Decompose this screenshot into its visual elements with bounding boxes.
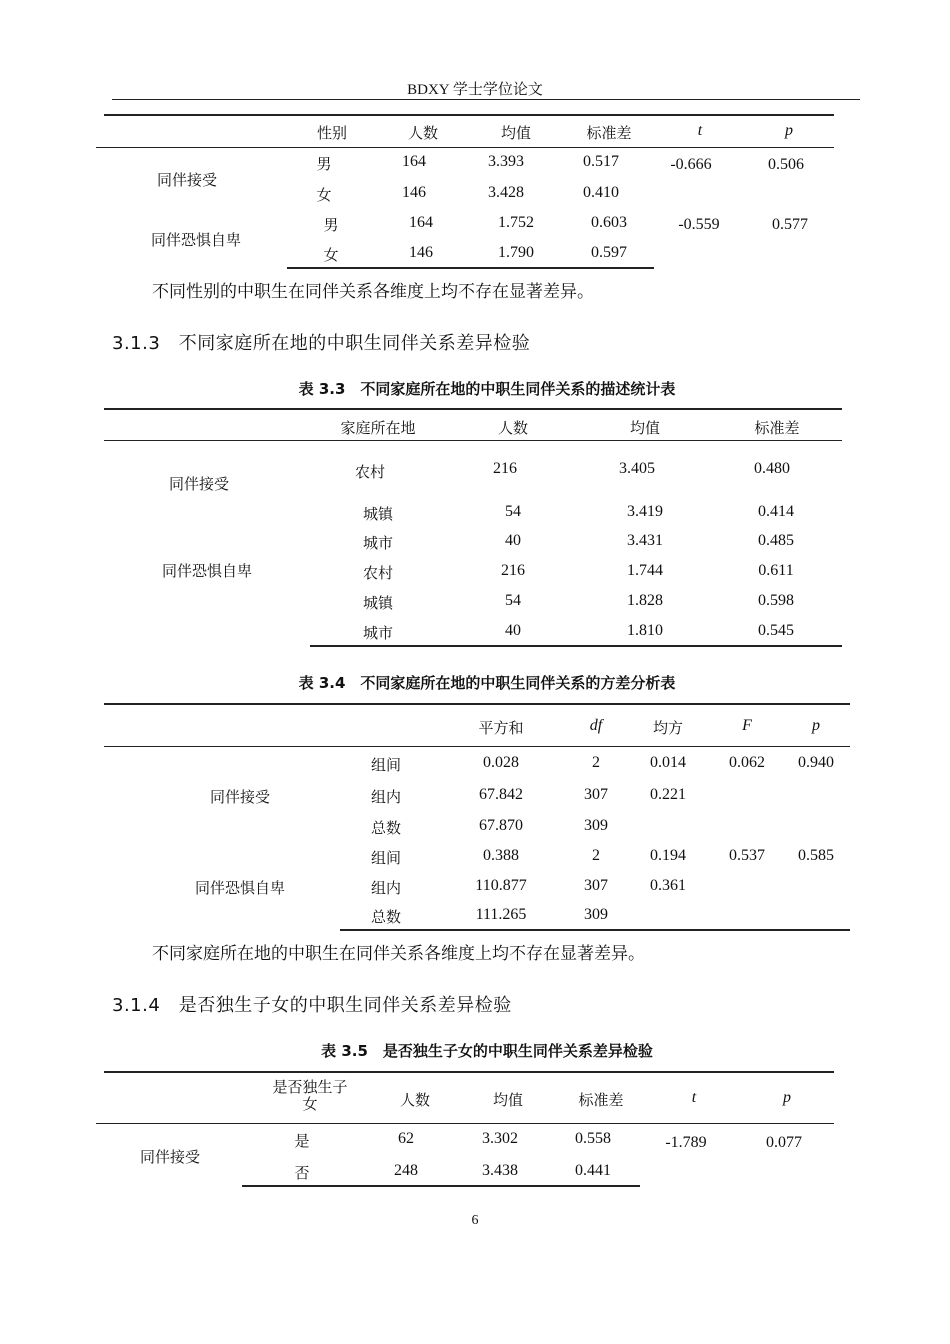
table-cell: 2 xyxy=(592,847,600,864)
table-cell: 0.361 xyxy=(650,877,686,894)
col-header: p xyxy=(783,1089,791,1106)
col-header: 平方和 xyxy=(478,719,524,737)
table-cell: 城市 xyxy=(362,534,394,552)
table-cell: 1.828 xyxy=(627,592,663,609)
table-cell: 1.752 xyxy=(498,214,534,231)
table-cell: 0.585 xyxy=(798,847,834,864)
table-cell: 67.870 xyxy=(479,817,523,834)
table-caption: 表 3.4 不同家庭所在地的中职生同伴关系的方差分析表 xyxy=(298,674,676,692)
table-cell: 3.393 xyxy=(488,153,524,170)
table-cell: 0.414 xyxy=(758,503,794,520)
table-caption: 表 3.5 是否独生子女的中职生同伴关系差异检验 xyxy=(321,1042,653,1060)
table-cell: 0.077 xyxy=(766,1134,802,1151)
col-header: 家庭所在地 xyxy=(340,419,416,437)
col-header: t xyxy=(697,122,703,139)
table-cell: 3.438 xyxy=(482,1162,518,1179)
table-cell: 3.419 xyxy=(627,503,663,520)
header-rule xyxy=(112,99,860,100)
table-cell: 农村 xyxy=(362,564,394,582)
table-cell: 309 xyxy=(584,906,608,923)
table-cell: 0.062 xyxy=(729,754,765,771)
table-cell: 0.410 xyxy=(583,184,619,201)
table-cell: 0.597 xyxy=(591,244,627,261)
table-cell: 54 xyxy=(505,592,521,609)
table-cell: 146 xyxy=(402,184,426,201)
col-header: p xyxy=(812,717,820,734)
row-label: 同伴恐惧自卑 xyxy=(161,562,253,580)
col-header: t xyxy=(691,1089,697,1106)
table-cell: 0.485 xyxy=(758,532,794,549)
table-cell: 总数 xyxy=(370,908,402,926)
table-cell: 0.517 xyxy=(583,153,619,170)
col-header: 标准差 xyxy=(578,1091,624,1109)
table-cell: 111.265 xyxy=(475,906,527,923)
table-cell: 城镇 xyxy=(362,594,394,612)
row-label: 同伴接受 xyxy=(139,1148,201,1166)
table-top-rule xyxy=(104,408,842,410)
col-header: 均值 xyxy=(500,124,532,142)
table-cell: 1.744 xyxy=(627,562,663,579)
table-cell: 组内 xyxy=(370,788,402,806)
table-cell: 0.577 xyxy=(772,216,808,233)
table-cell: 3.431 xyxy=(627,532,663,549)
col-header: df xyxy=(589,717,603,734)
table-cell: 0.194 xyxy=(650,847,686,864)
table-cell: 216 xyxy=(501,562,525,579)
table-cell: 216 xyxy=(493,460,517,477)
table-top-rule xyxy=(104,703,850,705)
table-cell: 0.221 xyxy=(650,786,686,803)
table-header-rule xyxy=(104,440,842,441)
table-cell: 女 xyxy=(316,186,332,204)
section-heading: 3.1.4 是否独生子女的中职生同伴关系差异检验 xyxy=(112,995,512,1016)
page-number: 6 xyxy=(471,1213,479,1228)
table-caption: 表 3.3 不同家庭所在地的中职生同伴关系的描述统计表 xyxy=(298,380,676,398)
table-cell: 0.940 xyxy=(798,754,834,771)
table-bottom-rule xyxy=(310,645,842,647)
table-cell: 女 xyxy=(323,246,339,264)
col-header: 均方 xyxy=(652,719,684,737)
col-header: 标准差 xyxy=(754,419,800,437)
table-cell: 309 xyxy=(584,817,608,834)
table-cell: 组内 xyxy=(370,879,402,897)
table-cell: 2 xyxy=(592,754,600,771)
col-header: 均值 xyxy=(629,419,661,437)
table-cell: 男 xyxy=(323,216,339,234)
col-header: 人数 xyxy=(407,124,439,142)
table-cell: 0.537 xyxy=(729,847,765,864)
col-header: 人数 xyxy=(497,419,529,437)
table-cell: 是 xyxy=(294,1132,310,1150)
table-cell: 40 xyxy=(505,622,521,639)
running-header: BDXY 学士学位论文 xyxy=(407,82,543,98)
table-cell: 0.545 xyxy=(758,622,794,639)
table-cell: 0.388 xyxy=(483,847,519,864)
col-header xyxy=(272,1079,347,1113)
row-label: 同伴恐惧自卑 xyxy=(150,231,242,249)
table-cell: 城镇 xyxy=(362,505,394,523)
table-cell: 0.558 xyxy=(575,1130,611,1147)
table-bottom-rule xyxy=(340,929,850,931)
table-header-rule xyxy=(96,1123,834,1124)
conclusion-text: 不同家庭所在地的中职生在同伴关系各维度上均不存在显著差异。 xyxy=(152,944,645,964)
table-cell: 组间 xyxy=(370,756,402,774)
table-cell: -1.789 xyxy=(665,1134,707,1151)
table-cell: 307 xyxy=(584,877,608,894)
table-cell: 54 xyxy=(505,503,521,520)
table-top-rule xyxy=(104,114,834,116)
table-cell: 3.405 xyxy=(619,460,655,477)
col-header: p xyxy=(785,122,793,139)
table-cell: 0.014 xyxy=(650,754,686,771)
table-cell: 0.598 xyxy=(758,592,794,609)
row-label: 同伴接受 xyxy=(209,788,271,806)
table-top-rule xyxy=(104,1071,834,1073)
section-heading: 3.1.3 不同家庭所在地的中职生同伴关系差异检验 xyxy=(112,333,531,354)
col-header: 均值 xyxy=(492,1091,524,1109)
col-header-line: 是否独生子 xyxy=(272,1078,348,1096)
table-bottom-rule xyxy=(242,1185,640,1187)
col-header: 人数 xyxy=(399,1091,431,1109)
table-cell: 0.441 xyxy=(575,1162,611,1179)
table-cell: 农村 xyxy=(354,463,386,481)
table-cell: -0.666 xyxy=(670,156,712,173)
table-cell: 164 xyxy=(402,153,426,170)
table-cell: 0.611 xyxy=(758,562,794,579)
table-cell: 0.506 xyxy=(768,156,804,173)
table-cell: 3.302 xyxy=(482,1130,518,1147)
row-label: 同伴接受 xyxy=(156,171,218,189)
table-cell: 62 xyxy=(398,1130,414,1147)
table-cell: 城市 xyxy=(362,624,394,642)
table-cell: 0.480 xyxy=(754,460,790,477)
table-cell: 0.603 xyxy=(591,214,627,231)
table-cell: 1.790 xyxy=(498,244,534,261)
table-header-rule xyxy=(96,147,834,148)
row-label: 同伴接受 xyxy=(168,475,230,493)
table-cell: 248 xyxy=(394,1162,418,1179)
table-cell: 40 xyxy=(505,532,521,549)
table-cell: 否 xyxy=(294,1164,310,1182)
table-cell: 307 xyxy=(584,786,608,803)
table-cell: -0.559 xyxy=(678,216,720,233)
conclusion-text: 不同性别的中职生在同伴关系各维度上均不存在显著差异。 xyxy=(152,282,594,302)
table-cell: 146 xyxy=(409,244,433,261)
col-header: 标准差 xyxy=(586,124,632,142)
col-header: F xyxy=(742,717,752,734)
col-header: 性别 xyxy=(316,124,348,142)
table-cell: 164 xyxy=(409,214,433,231)
table-cell: 1.810 xyxy=(627,622,663,639)
table-cell: 组间 xyxy=(370,849,402,867)
table-bottom-rule xyxy=(287,267,654,269)
table-cell: 0.028 xyxy=(483,754,519,771)
row-label: 同伴恐惧自卑 xyxy=(194,879,286,897)
table-cell: 总数 xyxy=(370,819,402,837)
table-cell: 3.428 xyxy=(488,184,524,201)
table-cell: 67.842 xyxy=(479,786,523,803)
table-cell: 男 xyxy=(316,155,332,173)
table-header-rule xyxy=(104,746,850,747)
table-cell: 110.877 xyxy=(475,877,527,894)
col-header-line: 女 xyxy=(302,1095,318,1113)
